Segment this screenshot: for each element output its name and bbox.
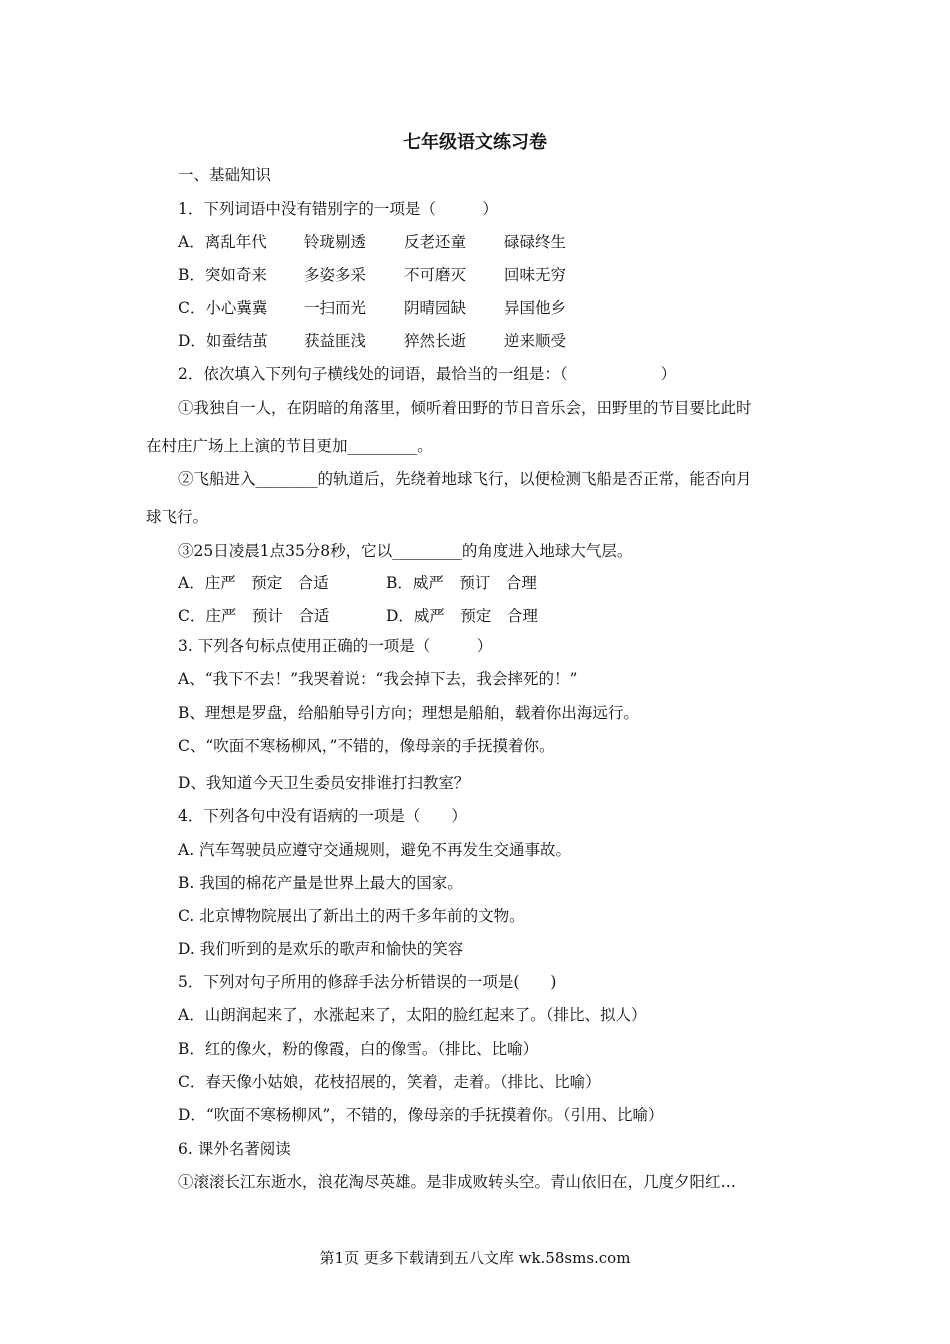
question-1-option-b (178, 265, 566, 285)
option-term: C．小心冀冀 (178, 299, 268, 317)
question-5-option-a: A．山朗润起来了，水涨起来了，太阳的脸红起来了。（排比、拟人） (178, 1006, 647, 1024)
option-term: 获益匪浅 (304, 332, 367, 350)
page-footer: 第1页 更多下载请到五八文库 wk.58sms.com (319, 1249, 631, 1267)
option-term: D．如蚕结茧 (178, 332, 268, 350)
question-4-option-d: D. 我们听到的是欢乐的歌声和愉快的笑容 (178, 940, 464, 958)
option-term: 碌碌终生 (504, 233, 567, 251)
question-2-stem: 2．依次填入下列句子横线处的词语，最恰当的一组是：（ ） (178, 365, 677, 383)
option-text: B．威严 预订 合理 (386, 574, 537, 592)
question-3-stem: 3. 下列各句标点使用正确的一项是（ ） (178, 637, 493, 655)
question-3-option-b: B、理想是罗盘，给船舶导引方向；理想是船舶，载着你出海远行。 (178, 704, 639, 722)
question-3-option-a: A、“我下不去！”我哭着说：“我会掉下去，我会摔死的！” (178, 670, 578, 688)
question-5-option-b: B．红的像火，粉的像霞，白的像雪。（排比、比喻） (178, 1040, 539, 1058)
section-heading: 一、基础知识 (178, 166, 272, 184)
option-term: 阴晴园缺 (404, 299, 467, 317)
question-1-stem: 1．下列词语中没有错别字的一项是（ ） (178, 200, 498, 218)
option-term: 反老还童 (404, 233, 467, 251)
question-5-option-c: C．春天像小姑娘，花枝招展的，笑着，走着。（排比、比喻） (178, 1073, 601, 1091)
option-text: D．威严 预定 合理 (386, 607, 538, 625)
question-3-option-c: C、“吹面不寒杨柳风，”不错的，像母亲的手抚摸着你。 (178, 737, 555, 755)
question-1-option-c (178, 298, 566, 318)
question-6-stem: 6. 课外名著阅读 (178, 1140, 291, 1158)
option-term: 不可磨灭 (404, 266, 467, 284)
question-2-sentence-3: ③25日凌晨1点35分8秒，它以_________的角度进入地球大气层。 (178, 542, 633, 560)
option-term: 逆来顺受 (504, 332, 567, 350)
page-title: 七年级语文练习卷 (403, 132, 547, 153)
question-2-options-ab (178, 573, 537, 593)
question-5-stem: 5．下列对句子所用的修辞手法分析错误的一项是( ) (178, 973, 557, 991)
option-term: 回味无穷 (504, 266, 567, 284)
option-term: 多姿多采 (304, 266, 367, 284)
question-4-stem: 4．下列各句中没有语病的一项是（ ） (178, 807, 467, 825)
option-term: 猝然长逝 (404, 332, 467, 350)
question-1-option-a (178, 232, 566, 252)
question-2-sentence-1: ①我独自一人，在阴暗的角落里，倾听着田野的节日音乐会，田野里的节目要比此时 (178, 399, 752, 417)
question-2-sentence-2-cont: 球飞行。 (146, 508, 209, 526)
question-2-options-cd (178, 606, 538, 626)
question-2-sentence-2: ②飞船进入________的轨道后，先绕着地球飞行，以便检测飞船是否正常，能否向月 (178, 470, 752, 488)
option-term: 一扫而光 (304, 299, 367, 317)
question-5-option-d: D．“吹面不寒杨柳风”，不错的，像母亲的手抚摸着你。（引用、比喻） (178, 1106, 664, 1124)
question-6-passage: ①滚滚长江东逝水，浪花淘尽英雄。是非成败转头空。青山依旧在，几度夕阳红… (178, 1173, 737, 1191)
option-term: 异国他乡 (504, 299, 567, 317)
option-text: C．庄严 预计 合适 (178, 607, 330, 625)
option-term: A．离乱年代 (178, 233, 267, 251)
option-term: 铃珑剔透 (304, 233, 367, 251)
question-2-sentence-1-cont: 在村庄广场上上演的节目更加_________。 (146, 437, 433, 455)
question-4-option-c: C. 北京博物院展出了新出土的两千多年前的文物。 (178, 907, 525, 925)
question-4-option-a: A. 汽车驾驶员应遵守交通规则，避免不再发生交通事故。 (178, 841, 572, 859)
question-4-option-b: B. 我国的棉花产量是世界上最大的国家。 (178, 874, 463, 892)
question-1-option-d (178, 331, 566, 351)
option-term: B．突如奇来 (178, 266, 267, 284)
question-3-option-d: D、我知道今天卫生委员安排谁打扫教室？ (178, 774, 470, 792)
option-text: A．庄严 预定 合适 (178, 574, 329, 592)
